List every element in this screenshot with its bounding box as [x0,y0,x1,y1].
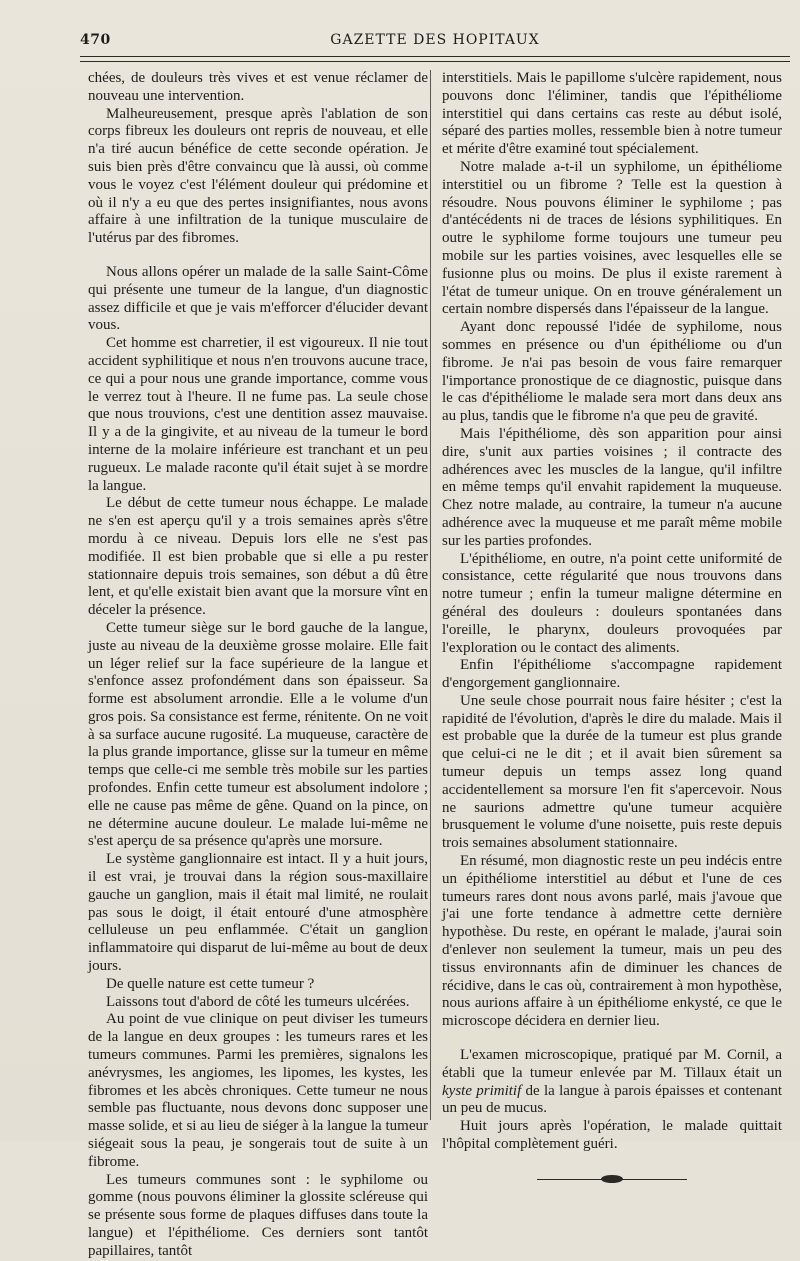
text-run: L'examen microscopique, pratiqué par M. Cornil, a établi que la tumeur enlevée par M. Tillaux était un [442,1047,782,1081]
paragraph: Le système ganglionnaire est intact. Il y a huit jours, il est vrai, je trouvai dans la région sous-maxillaire gauche un ganglion, mais il était mal limité, ne roulait pas sous le doigt, il était entouré d'une atmosphère celluleuse un peu enflammée. C'était un ganglion inflammatoire qui disparut de lui-même au bout de deux jours. [88,851,428,975]
running-title: GAZETTE DES HOPITAUX [330,32,540,48]
paragraph: Une seule chose pourrait nous faire hésiter ; c'est la rapidité de l'évolution, d'après le dire du malade. Mais il est probable que la durée de la tumeur est plus grande que celui-ci ne le dit ; et il avait bien sûrement sa tumeur depuis un temps assez long quand accidentellement sa morsure l'en fit s'apercevoir. Nous ne saurions admettre qu'une tumeur acquière brusquement le volume d'une noisette, puis reste depuis trois semaines absolument stationnaire. [442,692,782,852]
end-ornament [537,1174,687,1184]
paragraph: De quelle nature est cette tumeur ? [106,975,315,992]
paragraph: Laissons tout d'abord de côté les tumeurs ulcérées. [106,993,410,1010]
italic-term: kyste primitif [442,1082,522,1099]
paragraph: Notre malade a-t-il un syphilome, un épithéliome interstitiel ou un fibrome ? Telle est la question à résoudre. Nous pouvons éliminer le syphilome ; pas d'antécédents ni de traces de lésions syphilitiques. En outre le syphilome forme toujours une tumeur peu mobile sur les parties voisines, avec lesquelles elle se fusionne plus ou moins. De plus il existe rarement à l'état de tumeur unique. On en trouve généralement un certain nombre dispersés dans l'épaisseur de la langue. [442,158,782,318]
paragraph: Au point de vue clinique on peut diviser les tumeurs de la langue en deux groupes : les tumeurs rares et les tumeurs communes. Parmi les premières, signalons les anévrysmes, les angiomes, les lipomes, les kystes, les fibromes et les abcès chroniques. Cette tumeur ne nous semble pas fluctuante, nous devons donc supposer une masse solide, et si au lieu de siéger à la langue la tumeur siégeait sous la peau, je songerais tout de suite à un fibrome. [88,1011,428,1170]
page-number: 470 [80,32,111,48]
paragraph: Le début de cette tumeur nous échappe. Le malade ne s'en est aperçu qu'il y a trois semaines après s'être mordu à ce niveau. Depuis lors elle ne s'est pas modifiée. Il est bien probable que si elle a pu rester stationnaire depuis trois semaines, son début a dû être lent, et qu'elle existait bien avant que la morsure vînt en déceler la présence. [88,495,428,619]
paragraph: interstitiels. Mais le papillome s'ulcère rapidement, nous pouvons donc l'éliminer, tandis que l'épithéliome interstitiel qui dans certains cas reste au début isolé, séparé des parties molles, ressemble bien à notre tumeur et mérite d'être examiné tout spécialement. [442,70,782,158]
paragraph: Malheureusement, presque après l'ablation de son corps fibreux les douleurs ont repris de nouveau, et elle n'a tiré aucun bénéfice de cette seconde opération. Je suis bien près d'être convaincu que là aussi, où comme vous le voyez c'est l'élément douleur qui prédomine et où il n'y a eu que des pertes insignifiantes, nous avons affaire à une infiltration de la tunique musculaire de l'utérus par des fibromes. [88,105,428,247]
paragraph: Huit jours après l'opération, le malade quittait l'hôpital complètement guéri. [442,1118,782,1153]
paragraph: Mais l'épithéliome, dès son apparition pour ainsi dire, s'unit aux parties voisines ; il contracte des adhérences avec les muscles de la langue, qu'il infiltre en même temps qu'il envahit rapidement la muqueuse. Chez notre malade, au contraire, la tumeur n'a aucune adhérence avec la muqueuse et me paraît même mobile sur les parties profondes. [442,425,782,549]
paragraph: Cet homme est charretier, il est vigoureux. Il nie tout accident syphilitique et nous n'en trouvons aucune trace, ce qui a pour nous une grande importance, comme vous le verrez tout à l'heure. Il ne fume pas. La seule chose que nous trouvions, c'est une dentition assez mauvaise. Il y a de la gingivite, et au niveau de la tumeur le bord interne de la molaire inférieure est tranchant et un peu rugueux. Le malade raconte qu'il était sujet à se mordre la langue. [88,335,428,494]
column-divider [430,70,431,1120]
paragraph: chées, de douleurs très vives et est venue réclamer de nouveau une intervention. [88,70,428,104]
paragraph: Nous allons opérer un malade de la salle Saint-Côme qui présente une tumeur de la langue, d'un diagnostic assez difficile et que je vais m'efforcer d'élucider devant vous. [88,263,428,334]
header-rule-bottom [80,61,790,62]
paragraph: Ayant donc repoussé l'idée de syphilome, nous sommes en présence ou d'un épithéliome ou d'un fibrome. Je n'ai pas besoin de vous faire remarquer l'importance pronostique de ce diagnostic, puisque dans le cas d'épithéliome le malade sera mort dans deux ans au plus, tandis que le fibrome n'a que peu de gravité. [442,319,782,425]
paragraph [442,1047,782,1118]
page-header [80,28,790,54]
right-column [442,70,782,1153]
paragraph: Les tumeurs communes sont : le syphilome ou gomme (nous pouvons éliminer la glossite scléreuse qui se présente sous forme de plaques diffuses dans toute la langue) et l'épithéliome. Ces derniers sont tantôt papillaires, tantôt [88,1171,428,1259]
text-run: de la langue à parois épaisses et contenant un peu de mucus. [442,1082,782,1117]
paragraph: En résumé, mon diagnostic reste un peu indécis entre un épithéliome interstitiel au début et l'une de ces tumeurs rares dont nous avons parlé, mais j'avoue que j'ai une forte tendance à admettre cette dernière hypothèse. Du reste, en opérant le malade, j'aurai soin d'enlever non seulement la tumeur, mais un peu des tissus environnants afin de diminuer les chances de récidive, dans le cas où, contrairement à mon hypothèse, nous aurions affaire à un épithéliome enkysté, ce que le microscope décidera en dernier lieu. [442,853,782,1030]
paragraph: L'épithéliome, en outre, n'a point cette uniformité de consistance, cette régularité que nous trouvons dans notre tumeur ; enfin la tumeur maligne détermine en général des douleurs : douleurs spontanées dans l'oreille, le pharynx, douleurs provoquées par l'exploration ou le contact des aliments. [442,550,782,656]
header-rule-top [80,56,790,57]
left-column [88,70,428,1259]
paragraph: Enfin l'épithéliome s'accompagne rapidement d'engorgement ganglionnaire. [442,657,782,692]
paragraph: Cette tumeur siège sur le bord gauche de la langue, juste au niveau de la deuxième grosse molaire. Elle fait un léger relief sur la face supérieure de la langue et s'enfonce assez profondément dans son épaisseur. Sa forme est absolument arrondie. Elle a le volume d'un gros pois. Sa consistance est ferme, rénitente. On ne voit à sa surface aucune rugosité. La muqueuse, caractère de la plus grande importance, glisse sur la tumeur en même temps que celle-ci me semble très mobile sur les parties profondes. Enfin cette tumeur est absolument indolore ; elle ne cause pas même de gêne. Quand on la pince, on ne détermine aucune douleur. Le malade lui-même ne s'est aperçu de sa présence qu'après une morsure. [88,619,428,850]
